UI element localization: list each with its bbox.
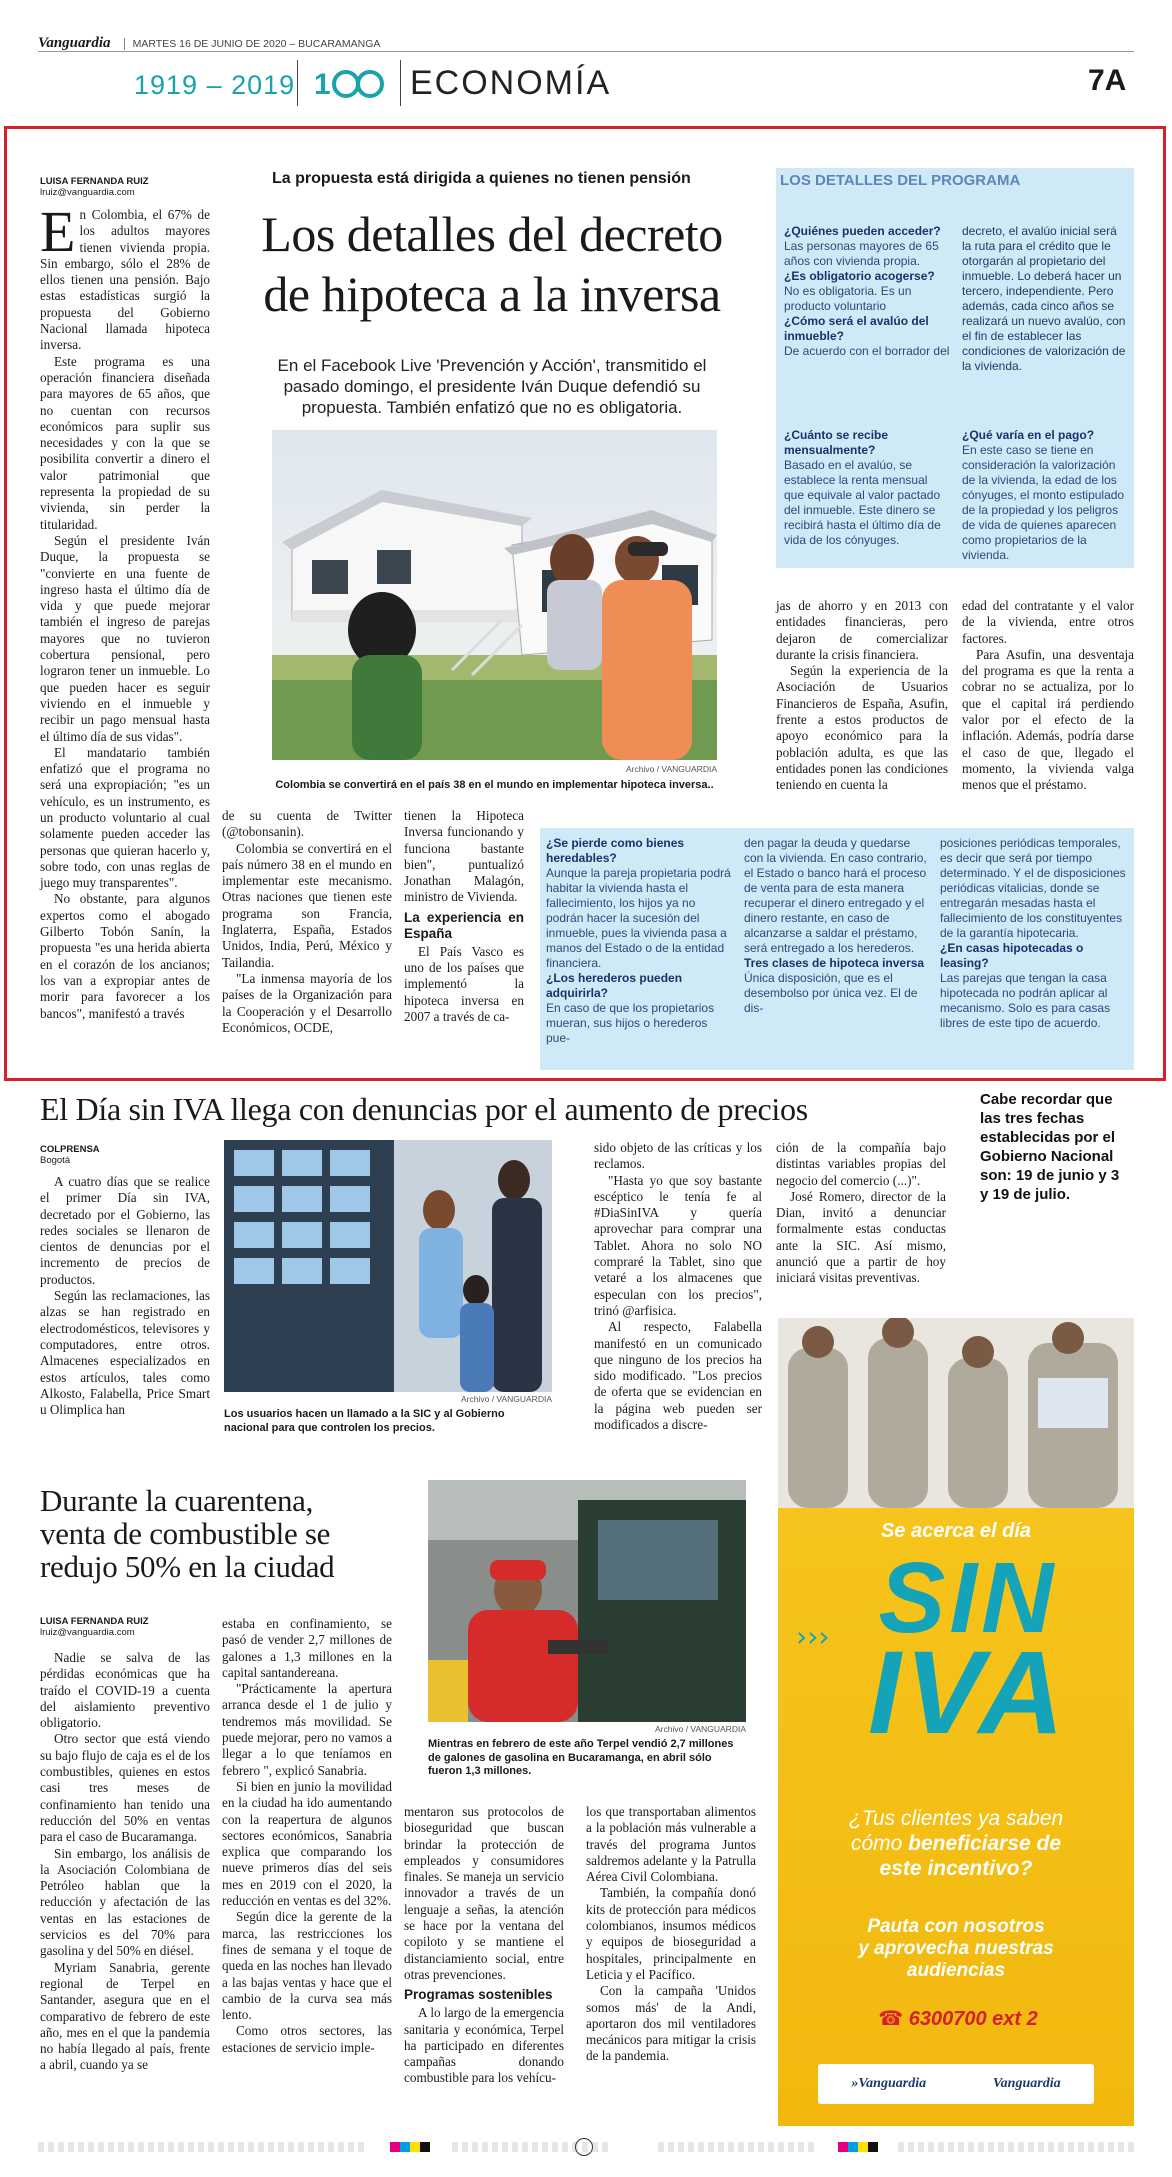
- ad-cta-line2: y aprovecha nuestras: [858, 1938, 1054, 1959]
- program-a-varia: En este caso se tiene en consideración la valorización de la vivienda, la edad de los cónyuges, el monto estipulado de la propiedad y los peligros de vida de quienes aparecen como propietarios de la vivienda.: [962, 443, 1125, 562]
- article3-title-line2: venta de combustible se: [40, 1516, 331, 1551]
- article1-byline: [40, 176, 149, 198]
- article3-col2-p4: Como otros sectores, las estaciones de servicio imple-: [222, 2023, 392, 2055]
- article2-title: El Día sin IVA llega con denuncias por el aumento de precios: [40, 1091, 808, 1127]
- article1-title: [222, 204, 762, 324]
- ad-big-iva: IVA: [868, 1627, 1068, 1759]
- article3-byline: [40, 1616, 149, 1638]
- date-line: MARTES 16 DE JUNIO DE 2020 – BUCARAMANGA: [124, 38, 381, 50]
- article3-col1-p2: Sin embargo, los análisis de la Asociación Colombiana de Petróleo hablan que la reducción y afectación de las ventas en las estaciones de servicios es del 70% para gasolina y del 50% en diésel.: [40, 1845, 210, 1959]
- article2-photo: [224, 1140, 552, 1392]
- article1-col1-p3: El mandatario también enfatizó que el programa no será una expropiación; "es un vehículo, es un instrumento, es un producto voluntario al cual solamente pueden acceder las personas que quieran hacerlo y, sobre todo, con unas reglas de juego muy transparentes".: [40, 744, 210, 891]
- article1-col1-p2: Según el presidente Iván Duque, la propuesta se "convierte en una fuente de ingreso hasta el último día de vida y que puede mejorar también el ingreso de parejas mayores que no tuvieron cobertura pensional, pero lograron tener un inmueble. Lo que pueden hacer es seguir viviendo en el inmueble y recibir un pago mensual hasta el último día de sus vidas".: [40, 532, 210, 744]
- article1-col5: [962, 598, 1134, 794]
- ad-logos-bar: [818, 2064, 1094, 2104]
- article2-col3-p1: José Romero, director de la Dian, invitó a denunciar formalmente estas conductas ante la SIC. Así mismo, anunció que a partir de hoy iniciará visitas preventivas.: [776, 1188, 946, 1286]
- article1-col3-p0: tienen la Hipoteca Inversa funcionando y funciona bastante bien", puntualizó Jonathan Malagón, ministro de Vivienda.: [404, 808, 524, 905]
- program-bottom-col3-text: posiciones periódicas temporales, es decir que será por tiempo determinado. Y el de disposiciones periódicas vitalicias, donde se entregarán mesadas hasta el fallecimiento de los constituyentes de la garantía hipotecaria.: [940, 836, 1126, 940]
- program-box-bottom-col3: [940, 836, 1128, 1031]
- article1-col3-subhead: La experiencia en España: [404, 909, 524, 941]
- article2-photo-credit: Archivo / VANGUARDIA: [460, 1394, 552, 1404]
- article1-col5-p1: Para Asufin, una desventaja del programa es que la renta a cobrar no se actualiza, por lo que el capital irá perdiendo valor por el efecto de la inflación. Además, podría darse el caso de que, llegado el momento, la vivienda valga menos que el préstamo.: [962, 646, 1134, 793]
- article3-col2-p3: Según dice la gerente de la marca, las restricciones los fines de semana y el toque de queda en las noches han llevado a las bajas ventas y hace que el cambio de la curva sea más lento.: [222, 1909, 392, 2023]
- article1-col3b-p0: El País Vasco es uno de los países que implementó la hipoteca inversa en 2007 a través de ca-: [404, 943, 524, 1024]
- program-a2: No es obligatoria. Es un producto voluntario: [784, 284, 912, 313]
- crosshair-registration-icon: [575, 2138, 593, 2156]
- article2-col1-p0: A cuatro días que se realice el primer Día sin IVA, decretado por el Gobierno, las redes sociales se llenaron de cientos de denuncias por el incremento de precios de productos.: [40, 1174, 210, 1287]
- article2-col1: [40, 1174, 210, 1418]
- header-divider-2: [400, 60, 401, 106]
- article3-col3b-p0: A lo largo de la emergencia sanitaria y económica, Terpel ha participado en diferentes campañas donando combustible para los vehícu-: [404, 2005, 564, 2086]
- article1-title-line2: de hipoteca a la inversa: [263, 266, 721, 322]
- ad-question-line3: este incentivo?: [879, 1857, 1033, 1880]
- article3-author: LUISA FERNANDA RUIZ: [40, 1616, 149, 1627]
- article3-col3-subhead: Programas sostenibles: [404, 1987, 553, 2003]
- program-a-herederos: En caso de que los propietarios mueran, sus hijos o herederos pue-: [546, 1001, 715, 1045]
- masthead-bar: [38, 32, 1134, 52]
- article3-col2: [222, 1616, 392, 2056]
- ad-arrow-left-icon: ›››: [796, 1620, 830, 1653]
- program-box-top-left: [784, 224, 954, 359]
- program-a-cuanto: Basado en el avalúo, se establece la renta mensual que equivale al valor pactado del inmueble. Este dinero se recibirá hasta el último día de vida de los cónyuges.: [784, 458, 941, 547]
- article2-col2: [594, 1140, 762, 1433]
- article3-title-line3: redujo 50% en la ciudad: [40, 1549, 335, 1584]
- article1-col2: [222, 808, 392, 1036]
- article3-col2-p1: "Prácticamente la apertura arranca desde el 1 de julio y tendremos más movilidad. Se puede mejorar, pero no vamos a llegar a lo que teníamos en febrero ", explicó Sanabria.: [222, 1681, 392, 1778]
- article1-col4-p1: Según la experiencia de la Asociación de Usuarios Financieros de España, Asufin, frente a estos productos de apoyo económico para la población adulta, es que las entidades ponen las condiciones teniendo en cuenta la: [776, 663, 948, 793]
- article2-photo-caption: Los usuarios hacen un llamado a la SIC y al Gobierno nacional para que controlen los precios.: [224, 1408, 505, 1434]
- ad-people-photo: [778, 1318, 1134, 1508]
- header-divider-1: [297, 60, 298, 106]
- article1-photo: [272, 430, 717, 760]
- article3-col3: [404, 1804, 564, 2087]
- article1-dropcap: E: [40, 199, 76, 264]
- article2-col2-p1: "Hasta yo que soy bastante escéptico le tenía fe al #DiaSinIVA y quería aprovechar para comprar una Tablet. Ahora no solo NO compraré la Tablet, sino que vetaré a los almacenes que especulan con los precios", trinó @arfisica.: [594, 1172, 762, 1318]
- program-q1: ¿Quiénes pueden acceder?: [784, 224, 941, 238]
- ad-question-line2a: cómo: [850, 1832, 903, 1855]
- article2-author: COLPRENSA: [40, 1144, 100, 1155]
- article1-author: LUISA FERNANDA RUIZ: [40, 176, 149, 187]
- article1-col1-p0: n Colombia, el 67% de los adultos mayores tienen vivienda propia. Sin embargo, sólo el 28% de ellos tienen una pensión. Bajo estas estadísticas surgió la propuesta del Gobierno Nacional llamada hipoteca inversa.: [40, 207, 210, 353]
- program-bottom-col2-text: den pagar la deuda y quedarse con la vivienda. En caso contrario, el Estado o banco hará el proceso de venta para de esta manera recuperar el dinero entregado y el dinero restante, en caso de alcanzarse a saldar el préstamo, será entregado a los herederos.: [744, 836, 927, 955]
- ad-cta: [778, 1916, 1134, 1982]
- ad-phone[interactable]: [838, 2006, 1078, 2031]
- article1-kicker: La propuesta está dirigida a quienes no tienen pensión: [272, 170, 691, 187]
- program-a3: De acuerdo con el borrador del: [784, 344, 950, 358]
- program-box-bottom-col2: [744, 836, 928, 1016]
- centenary-100-icon: [314, 66, 390, 100]
- article3-photo-caption: Mientras en febrero de este año Terpel vendió 2,7 millones de galones de gasolina en Bucaramanga, en abril sólo fueron 1,3 millones.: [428, 1738, 734, 1777]
- article3-photo-credit: Archivo / VANGUARDIA: [654, 1724, 746, 1734]
- article2-col3-p0: ción de la compañía bajo distintas variables propias del negocio del comercio (...)".: [776, 1140, 946, 1188]
- article1-col1-p4: No obstante, para algunos expertos como el abogado Gilberto Tobón Sanín, la propuesta "es una herida abierta en el corazón de los ancianos; los van a expropiar antes de morir para favorecer a los bancos", manifestó a través: [40, 891, 210, 1021]
- ad-logo-1[interactable]: »Vanguardia: [851, 2076, 927, 2091]
- program-q-cuanto: ¿Cuánto se recibe mensualmente?: [784, 428, 889, 457]
- program-a-leasing: Las parejas que tengan la casa hipotecada no podrán aplicar al mecanismo. Solo es para casas libres de este tipo de acuerdo.: [940, 971, 1111, 1030]
- article3-col4-p0: los que transportaban alimentos a la población más vulnerable a través del programa Juntos saldremos adelante y la Patrulla Aérea Civil Colombiana.: [586, 1804, 756, 1885]
- program-a-heredables: Aunque la pareja propietaria podrá habitar la vivienda hasta el fallecimiento, los hijos ya no podrán hacer la sucesión del inmueble, pues la vivienda pasa a manos del Estado o de la entidad financiera.: [546, 866, 731, 970]
- article3-col1-p1: Otro sector que está viendo su bajo flujo de caja es el de los combustibles, quienes en estos casi tres meses de confinamiento han tenido una reducción del 50% en ventas para el caso de Bucaramanga.: [40, 1731, 210, 1845]
- anniversary-logo: [314, 66, 390, 100]
- program-a1: Las personas mayores de 65 años con vivienda propia.: [784, 239, 939, 268]
- article2-pull-quote: Cabe recordar que las tres fechas establecidas por el Gobierno Nacional son: 19 de junio y 3 y 19 de julio.: [980, 1091, 1120, 1203]
- program-box-heading: LOS DETALLES DEL PROGRAMA: [780, 172, 1021, 189]
- article1-email[interactable]: lruiz@vanguardia.com: [40, 187, 135, 198]
- section-title: ECONOMÍA: [410, 64, 612, 102]
- article2-col1-p1: Según las reclamaciones, las alzas se han registrado en electrodomésticos, televisores y computadores, entre otros. Almacenes especializados en estos artículos, tales como Alkosto, Falabella, Price Smart u Olimplica han: [40, 1288, 210, 1418]
- article1-lead: En el Facebook Live 'Prevención y Acción', transmitido el pasado domingo, el presidente Iván Duque defendió su propuesta. También enfatizó que no es obligatoria.: [277, 356, 707, 417]
- article2-col3: [776, 1140, 946, 1287]
- article1-photo-caption: Colombia se convertirá en el país 38 en el mundo en implementar hipoteca inversa..: [275, 779, 714, 791]
- article3-col1-p3: Myriam Sanabria, gerente regional de Terpel en Santander, asegura que en el comparativo de febrero de este año, mes en el que la pandemia no había llegado al país, frente a abril, cuando ya se: [40, 1959, 210, 2073]
- ad-question: [778, 1806, 1134, 1881]
- article1-col1-p1: Este programa es una operación financiera diseñada para mayores de 65 años, que no cuentan con recursos económicos para suplir sus necesidades y con la que se posibilita convertir a dinero el valor patrimonial que representa la propiedad de su vivienda, sin perder la titularidad.: [40, 353, 210, 532]
- program-box-bottom-col1: [546, 836, 734, 1046]
- program-box-mid-right: [962, 428, 1127, 563]
- ad-cta-line3: audiencias: [906, 1960, 1006, 1981]
- years-label: 1919 – 2019: [134, 70, 296, 100]
- ad-cta-line1: Pauta con nosotros: [867, 1916, 1045, 1937]
- ad-logo-2[interactable]: Vanguardia: [992, 2076, 1061, 2091]
- ad-phone-number: 6300700 ext 2: [908, 2008, 1038, 2030]
- phone-icon: ☎: [878, 2006, 904, 2030]
- footer-registration-bar: [38, 2142, 1134, 2152]
- article3-col1: [40, 1650, 210, 2074]
- article1-col4-p0: jas de ahorro y en 2013 con entidades financieras, pero dejaron de comercializar durante la crisis financiera.: [776, 598, 948, 662]
- article3-col4-p2: Con la campaña 'Unidos somos más' de la Andi, aportaron dos mil ventiladores mecánicos para mitigar la crisis de la pandemia.: [586, 1983, 756, 2064]
- article3-title-line1: Durante la cuarentena,: [40, 1483, 314, 1518]
- article2-col2-p0: sido objeto de las críticas y los reclamos.: [594, 1140, 762, 1172]
- program-q-clases: Tres clases de hipoteca inversa: [744, 956, 925, 970]
- article3-email[interactable]: lruiz@vanguardia.com: [40, 1627, 135, 1638]
- article3-photo: [428, 1480, 746, 1722]
- masthead-logo[interactable]: Vanguardia: [38, 35, 111, 51]
- store-shoppers-photo: [224, 1140, 552, 1392]
- program-q-leasing: ¿En casas hipotecadas o leasing?: [940, 941, 1084, 970]
- article1-col4: [776, 598, 948, 794]
- article3-title: [40, 1484, 420, 1583]
- article2-byline: [40, 1144, 100, 1166]
- article1-col3: [404, 808, 524, 1025]
- program-box-top-right: decreto, el avalúo inicial será la ruta para el crédito que le otorgarán al propietario del inmueble. Lo deberá hacer un tercero, independiente. Pero además, cada cinco años se realizará un nuevo avalúo, con el fin de establecer las condiciones de valorización de la vivienda.: [962, 224, 1126, 373]
- gas-station-attendant-photo: [428, 1480, 746, 1722]
- article3-col2-p0: estaba en confinamiento, se pasó de vender 2,7 millones de galones a 1,3 millones en la capital santandereana.: [222, 1616, 392, 1680]
- article1-col2-p0: de su cuenta de Twitter (@tobonsanin).: [222, 808, 392, 840]
- article2-col2-p2: Al respecto, Falabella manifestó en un comunicado que ninguno de los precios ha sido modificado. "Los precios de oferta que se evidencian en la página web pueden ser modificados a discre-: [594, 1319, 762, 1433]
- article3-col3-p0: mentaron sus protocolos de bioseguridad que buscan brindar la protección de empleados y consumidores finales. Se maneja un servicio innovador a través de un lenguaje a señas, la atención se hace por la ventana del copiloto y se mantiene el distanciamiento social, entre otras prevenciones.: [404, 1804, 564, 1982]
- article1-photo-credit: Archivo / VANGUARDIA: [625, 764, 717, 774]
- program-q-herederos: ¿Los herederos pueden adquirirla?: [546, 971, 683, 1000]
- ad-kicker: Se acerca el día: [880, 1520, 1032, 1542]
- ad-question-line2b: beneficiarse de: [908, 1832, 1062, 1855]
- article3-col1-p0: Nadie se salva de las pérdidas económicas que ha traído el COVID-19 a cuenta del aislamiento preventivo obligatorio.: [40, 1650, 210, 1731]
- page-number: 7A: [1088, 64, 1127, 97]
- program-q2: ¿Es obligatorio acogerse?: [784, 269, 935, 283]
- program-q-heredables: ¿Se pierde como bienes heredables?: [546, 836, 685, 865]
- article1-col2-p1: Colombia se convertirá en el país número 38 en el mundo en implementar este mecanismo. Otras naciones que tienen este programa son Francia, Inglaterra, España, Estados Unidos, India, Perú, México y Tailandia.: [222, 840, 392, 970]
- article1-col1: [40, 199, 210, 1022]
- program-box-mid-left: [784, 428, 949, 548]
- sin-iva-ad[interactable]: [778, 1318, 1134, 2126]
- article1-col5-p0: edad del contratante y el valor de la vivienda, entre otros factores.: [962, 598, 1134, 646]
- svg-text:1: 1: [314, 68, 331, 100]
- program-q-varia: ¿Qué varía en el pago?: [962, 428, 1095, 442]
- houses-family-photo: [272, 430, 717, 760]
- ad-big-sin: SIN: [878, 1542, 1058, 1654]
- article3-col4-p1: También, la compañía donó kits de protección para médicos colombianos, insumos médicos y equipos de bioseguridad a hospitales, principalmente en Leticia y el Pacífico.: [586, 1885, 756, 1982]
- program-q3: ¿Cómo será el avalúo del inmueble?: [784, 314, 929, 343]
- article3-col2-p2: Si bien en junio la movilidad en la ciudad ha ido aumentando con la reapertura de algunos sectores económicos, Sanabria explica que comparando los nueve primeros días del seis mes en 2019 con el 2020, la reducción en ventas es del 32%.: [222, 1778, 392, 1909]
- article2-location: Bogotá: [40, 1155, 71, 1166]
- ad-question-line1: ¿Tus clientes ya saben: [848, 1807, 1064, 1830]
- article1-title-line1: Los detalles del decreto: [261, 206, 723, 262]
- article3-col4: [586, 1804, 756, 2065]
- program-a-clases: Única disposición, que es el desembolso por única vez. El de dis-: [744, 971, 918, 1015]
- article1-col2-p2: "La inmensa mayoría de los países de la Organización para la Cooperación y el Desarrollo Económicos, OCDE,: [222, 970, 392, 1035]
